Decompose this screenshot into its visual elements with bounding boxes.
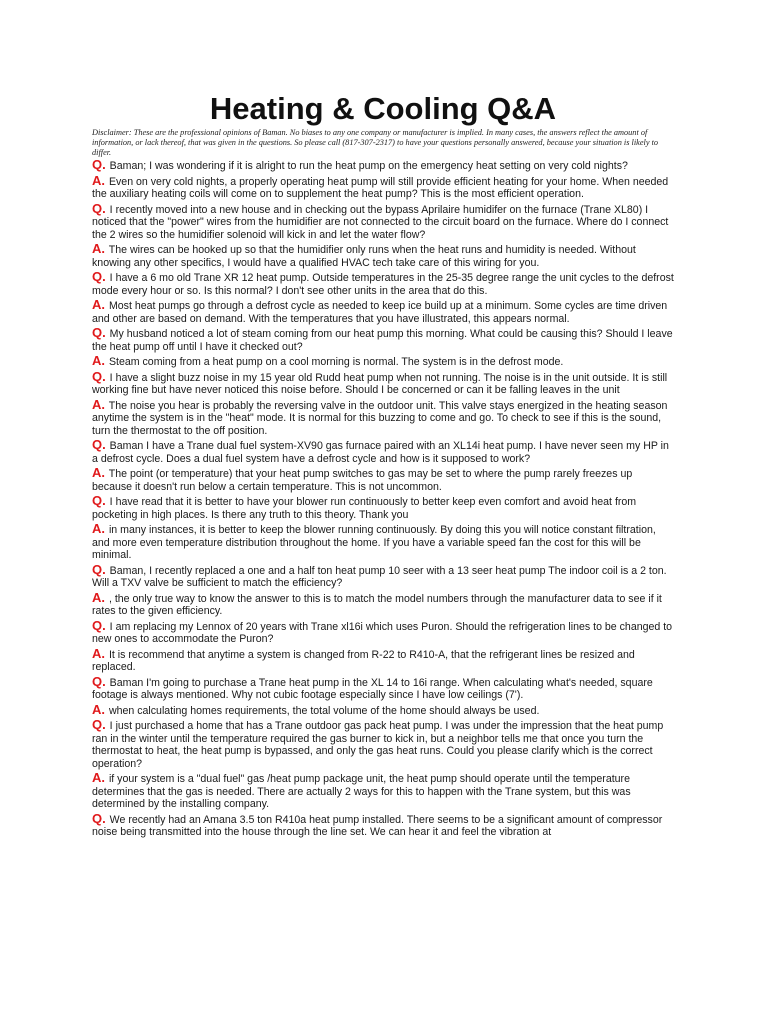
qa-text: I have a slight buzz noise in my 15 year old Rudd heat pump when not running. The noise is in the unit outside. It is still working fine but have never noticed this noise before. Should I be concerned or can it be falling leaves in the unit bbox=[92, 371, 668, 396]
answer-paragraph bbox=[92, 172, 674, 201]
question-paragraph bbox=[92, 368, 674, 397]
qa-text: The wires can be hooked up so that the humidifier only runs when the heat runs and humidity is needed. Without knowing any other specifics, I would have a qualified HVAC tech take care of this wiring for you. bbox=[92, 244, 636, 269]
question-paragraph bbox=[92, 719, 674, 770]
qa-text: I just purchased a home that has a Trane outdoor gas pack heat pump. I was under the impression that the heat pump ran in the winter until the temperature required the gas burner to kick in, but a neighbor tells me that once you turn the thermostat to heat, the heat pump is bypassed, and only the gas heat runs. Could you please clarify which is the correct operation? bbox=[92, 720, 664, 770]
answer-marker: A. bbox=[92, 241, 105, 256]
disclaimer-text: Disclaimer: These are the professional opinions of Baman. No biases to any one company or manufacturer is implied. In many cases, the answers reflect the amount of information, or lack thereof, that was given in the questions. So please call (817-307-2317) to have your questions personally answered, because your situation is likely to differ. bbox=[92, 128, 659, 157]
answer-marker: A. bbox=[92, 396, 105, 412]
question-marker: Q. bbox=[92, 368, 106, 384]
question-marker: Q. bbox=[92, 493, 106, 508]
qa-text: We recently had an Amana 3.5 ton R410a heat pump installed. There seems to be a significant amount of compressor noise being transmitted into the house through the line set. We can hear it and feel the vibration at bbox=[92, 813, 663, 838]
answer-marker: A. bbox=[92, 521, 105, 536]
answer-marker: A. bbox=[92, 353, 105, 368]
qa-text: Even on very cold nights, a properly operating heat pump will still provide efficient heating for your home. When needed the auxiliary heating coils will come on to supplement the heat pump? This is the most efficient operation. bbox=[92, 175, 669, 200]
question-paragraph bbox=[92, 561, 674, 590]
answer-paragraph bbox=[92, 396, 674, 438]
question-paragraph bbox=[92, 673, 674, 702]
qa-text: if your system is a "dual fuel" gas /heat pump package unit, the heat pump should operate until the temperature determines that the gas is needed. There are actually 2 ways for this to happen with the Trane system, but this was determined by the installing company. bbox=[92, 773, 631, 810]
answer-marker: A. bbox=[92, 465, 105, 480]
qa-text: , the only true way to know the answer to this is to match the model numbers through the manufacturer data to see if it rates to the given efficiency. bbox=[92, 592, 662, 617]
qa-text: Baman, I recently replaced a one and a half ton heat pump 10 seer with a 13 seer heat pump The indoor coil is a 2 ton. Will a TXV valve be sufficient to match the efficiency? bbox=[92, 564, 667, 589]
question-marker: Q. bbox=[92, 325, 106, 340]
answer-marker: A. bbox=[92, 645, 105, 661]
qa-text: I have read that it is better to have your blower run continuously to better keep even comfort and avoid heat from pocketing in high places. Is there any truth to this theory. Thank you bbox=[92, 496, 637, 521]
qa-text: Steam coming from a heat pump on a cool morning is normal. The system is in the defrost mode. bbox=[106, 356, 564, 368]
page-title: Heating & Cooling Q&A bbox=[209, 91, 557, 126]
qa-text: The point (or temperature) that your heat pump switches to gas may be set to where the pump rarely freezes up because it doesn't run below a certain temperature. This is not uncommon. bbox=[92, 468, 633, 493]
question-paragraph bbox=[92, 271, 674, 297]
answer-paragraph bbox=[92, 701, 674, 718]
answer-paragraph bbox=[92, 589, 674, 618]
answer-paragraph bbox=[92, 645, 674, 674]
document-page bbox=[92, 92, 674, 841]
answer-marker: A. bbox=[92, 172, 105, 188]
question-marker: Q. bbox=[92, 200, 106, 216]
question-marker: Q. bbox=[92, 561, 106, 577]
question-marker: Q. bbox=[92, 269, 106, 284]
qa-text: I recently moved into a new house and in checking out the bypass Aprilaire humidifer on the furnace (Trane XL80) I noticed that the "power" wires from the humidifier are not connected to the circuit board on the furnace. Where do I connect the 2 wires so the humidifier solenoid will kick in and let the water flow? bbox=[92, 203, 669, 241]
answer-paragraph bbox=[92, 299, 674, 325]
qa-text: Baman I have a Trane dual fuel system-XV90 gas furnace paired with an XL14i heat pump. I have never seen my HP in a defrost cycle. Does a dual fuel system have a defrost cycle and how is it supposed to work? bbox=[92, 440, 669, 465]
question-marker: Q. bbox=[92, 157, 106, 172]
qa-text: Most heat pumps go through a defrost cycle as needed to keep ice build up at a minimum. Some cycles are time driven and other are based on demand. With the temperatures that you have illustrated, this appears normal. bbox=[92, 300, 668, 325]
question-marker: Q. bbox=[92, 617, 106, 633]
qa-text: I have a 6 mo old Trane XR 12 heat pump. Outside temperatures in the 25-35 degree range the unit cycles to the defrost mode every hour or so. Is this normal? I don't see other units in the area that do this. bbox=[92, 272, 674, 297]
question-marker: Q. bbox=[92, 673, 106, 689]
question-paragraph bbox=[92, 327, 674, 353]
qa-text: It is recommend that anytime a system is changed from R-22 to R410-A, that the refrigerant lines be resized and replaced. bbox=[92, 648, 635, 673]
answer-paragraph bbox=[92, 243, 674, 269]
answer-paragraph bbox=[92, 772, 674, 811]
qa-text: I am replacing my Lennox of 20 years with Trane xl16i which uses Puron. Should the refrigeration lines to be changed to new ones to accommodate the Puron? bbox=[92, 620, 673, 645]
qa-text: Baman I'm going to purchase a Trane heat pump in the XL 14 to 16i range. When calculating what's needed, square footage is always mentioned. Why not cubic footage especially since I have low ceilings (7'). bbox=[92, 676, 653, 701]
question-marker: Q. bbox=[92, 717, 106, 732]
question-paragraph bbox=[92, 495, 674, 521]
question-paragraph bbox=[92, 617, 674, 646]
qa-list bbox=[92, 159, 674, 839]
question-paragraph bbox=[92, 810, 674, 839]
question-marker: Q. bbox=[92, 437, 106, 452]
question-paragraph bbox=[92, 439, 674, 465]
qa-text: when calculating homes requirements, the total volume of the home should always be used. bbox=[106, 704, 540, 717]
answer-paragraph bbox=[92, 467, 674, 493]
qa-text: The noise you hear is probably the reversing valve in the outdoor unit. This valve stays energized in the heating season anytime the system is in the "heat" mode. It is normal for this buzzing to come and go. To check to see if this is the sound, turn the thermostat to the off position. bbox=[92, 399, 668, 437]
qa-text: in many instances, it is better to keep the blower running continuously. By doing this you will notice constant filtration, and more even temperature distribution throughout the home. If you have a variable speed fan the cost for this will be minimal. bbox=[92, 524, 656, 561]
question-marker: Q. bbox=[92, 810, 106, 826]
qa-text: Baman; I was wondering if it is alright to run the heat pump on the emergency heat setting on very cold nights? bbox=[106, 160, 628, 172]
answer-paragraph bbox=[92, 355, 674, 369]
answer-paragraph bbox=[92, 523, 674, 562]
question-paragraph bbox=[92, 200, 674, 242]
answer-marker: A. bbox=[92, 701, 105, 717]
answer-marker: A. bbox=[92, 770, 105, 785]
qa-text: My husband noticed a lot of steam coming from our heat pump this morning. What could be causing this? Should I leave the heat pump off until I have it checked out? bbox=[92, 328, 673, 353]
answer-marker: A. bbox=[92, 589, 105, 605]
answer-marker: A. bbox=[92, 297, 105, 312]
question-paragraph bbox=[92, 159, 674, 173]
